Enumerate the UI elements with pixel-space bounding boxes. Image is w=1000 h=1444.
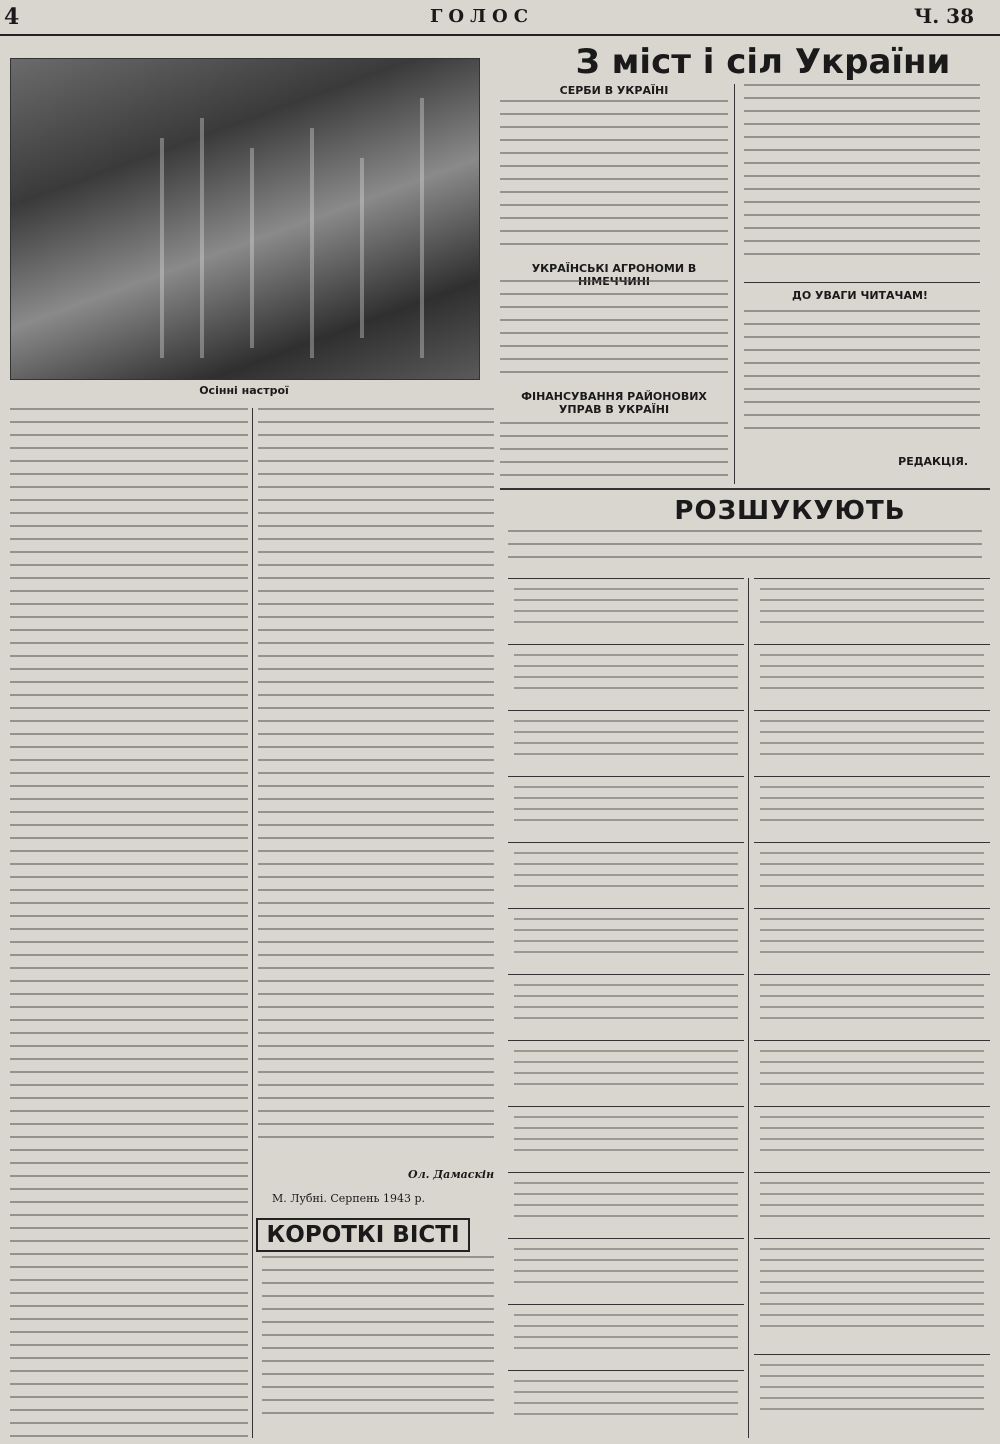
ad-item — [508, 1106, 744, 1171]
ad-item — [754, 1040, 990, 1105]
ad-item — [508, 1304, 744, 1369]
ad-item — [508, 1238, 744, 1303]
ad-item — [754, 776, 990, 841]
section-body-serbs — [500, 100, 728, 250]
news-column-rule — [734, 84, 735, 484]
ad-item — [754, 578, 990, 643]
ad-column-rule — [748, 578, 749, 1438]
ad-grid — [508, 578, 990, 1438]
issue-number: Ч. 38 — [913, 4, 974, 28]
article-column-one — [10, 408, 248, 1438]
ad-item — [508, 710, 744, 775]
ad-item — [508, 1172, 744, 1237]
ad-item — [508, 842, 744, 907]
ad-item — [508, 1040, 744, 1105]
ad-item — [754, 974, 990, 1039]
ad-item — [508, 1370, 744, 1435]
notice-title: ДО УВАГИ ЧИТАЧАМ! — [792, 289, 928, 302]
ad-item — [754, 1172, 990, 1237]
section-title-agronomists: УКРАЇНСЬКІ АГРОНОМИ В — [531, 262, 697, 275]
section-title-serbs: СЕРБИ В УКРАЇНІ — [559, 84, 669, 97]
ad-item — [508, 644, 744, 709]
masthead-rule — [0, 34, 1000, 36]
article-column-two — [258, 408, 494, 1160]
imprint-block — [754, 1354, 990, 1435]
ad-item — [508, 908, 744, 973]
search-intro — [508, 530, 982, 574]
ad-item — [754, 842, 990, 907]
notice-rule-top — [744, 282, 980, 283]
brief-news-body — [262, 1256, 494, 1438]
notice-body — [744, 310, 980, 448]
search-rule-top — [500, 488, 990, 490]
section-body-agronomists — [500, 280, 728, 380]
ad-item — [754, 908, 990, 973]
ad-item — [754, 710, 990, 775]
ad-item — [754, 644, 990, 709]
search-title: РОЗШУКУЮТЬ — [674, 496, 906, 526]
section-title-finance: ФІНАНСУВАННЯ РАЙОНОВИХ УПРАВ В УКРАЇНІ — [521, 390, 707, 416]
ad-item — [508, 776, 744, 841]
news-column-two-body — [744, 84, 980, 274]
ad-item — [754, 1106, 990, 1171]
article-dateline: М. Лубні. Серпень 1943 р. — [272, 1192, 426, 1205]
photo-reflections — [10, 58, 478, 378]
notice-signature: РЕДАКЦІЯ. — [898, 455, 968, 468]
ad-item — [508, 974, 744, 1039]
article-author: Ол. Дамаскін — [408, 1168, 495, 1181]
brief-news-title: КОРОТКІ ВІСТІ — [256, 1218, 470, 1252]
article-column-rule — [252, 408, 253, 1438]
ad-item — [508, 578, 744, 643]
paper-name: ГОЛОС — [430, 6, 535, 27]
section-body-finance — [500, 422, 728, 484]
imprint-block — [754, 1238, 990, 1351]
news-headline: З міст і сіл України — [575, 42, 951, 82]
photo-caption: Осінні настрої — [199, 384, 289, 397]
page-number: 4 — [4, 4, 20, 30]
